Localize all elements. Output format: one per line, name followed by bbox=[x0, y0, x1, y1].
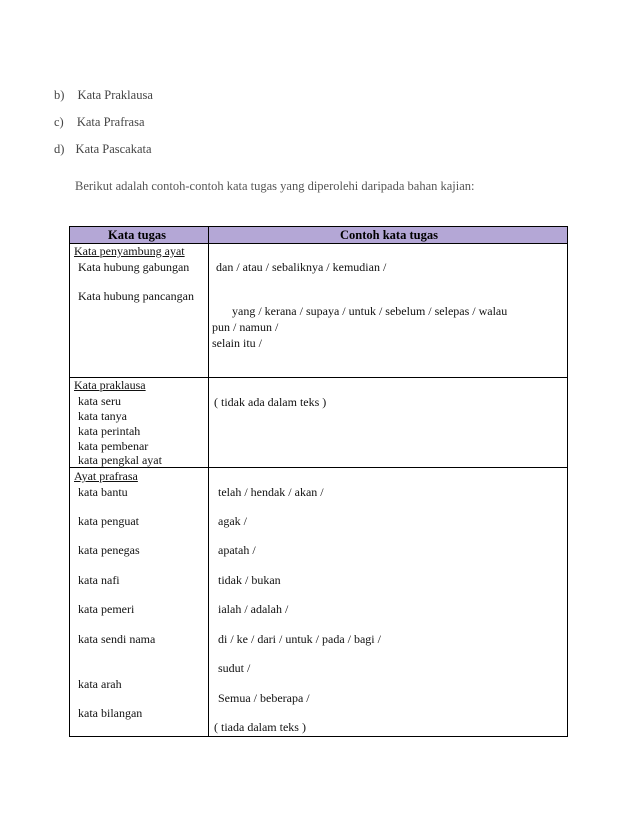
example-line: yang / kerana / supaya / untuk / sebelum / selepas / walau bbox=[232, 304, 508, 318]
row-label: kata sendi nama bbox=[78, 632, 156, 646]
row-label: kata perintah bbox=[78, 424, 141, 438]
row-example: ( tiada dalam teks ) bbox=[214, 720, 306, 734]
row-example bbox=[212, 303, 564, 351]
row-label: kata nafi bbox=[78, 573, 120, 587]
kata-tugas-table bbox=[69, 226, 568, 737]
list-item-b bbox=[54, 88, 153, 103]
row-label: kata penguat bbox=[78, 514, 139, 528]
row-label: Kata hubung pancangan bbox=[78, 289, 194, 303]
row-example: telah / hendak / akan / bbox=[218, 485, 324, 499]
row-label: kata bantu bbox=[78, 485, 128, 499]
section-heading: Kata praklausa bbox=[74, 378, 146, 392]
list-marker: b) bbox=[54, 88, 65, 102]
column-divider bbox=[208, 227, 209, 736]
section-heading: Ayat prafrasa bbox=[74, 469, 138, 483]
intro-paragraph: Berikut adalah contoh-contoh kata tugas yang diperolehi daripada bahan kajian: bbox=[75, 179, 475, 193]
row-example: tidak / bukan bbox=[218, 573, 281, 587]
list-text: Kata Prafrasa bbox=[76, 115, 145, 129]
row-example: di / ke / dari / untuk / pada / bagi / bbox=[218, 632, 381, 646]
list-marker: d) bbox=[54, 142, 65, 156]
header-contoh: Contoh kata tugas bbox=[340, 228, 438, 242]
row-label: kata arah bbox=[78, 677, 122, 691]
row-example: ialah / adalah / bbox=[218, 602, 289, 616]
list-marker: c) bbox=[54, 115, 64, 129]
row-label: kata seru bbox=[78, 394, 121, 408]
example-line: pun / namun / bbox=[212, 320, 279, 334]
row-example: ( tidak ada dalam teks ) bbox=[214, 395, 327, 409]
row-label: kata pembenar bbox=[78, 439, 149, 453]
row-label: kata penegas bbox=[78, 543, 140, 557]
row-label: Kata hubung gabungan bbox=[78, 260, 190, 274]
row-label: kata bilangan bbox=[78, 706, 143, 720]
row-label: kata pengkal ayat bbox=[78, 453, 162, 467]
row-example: sudut / bbox=[218, 661, 251, 675]
row-label: kata tanya bbox=[78, 409, 127, 423]
list-text: Kata Praklausa bbox=[77, 88, 153, 102]
list-text: Kata Pascakata bbox=[75, 142, 152, 156]
example-line: selain itu / bbox=[212, 336, 262, 350]
row-example: Semua / beberapa / bbox=[218, 691, 310, 705]
row-example: agak / bbox=[218, 514, 247, 528]
list-item-d bbox=[54, 142, 152, 157]
row-label: kata pemeri bbox=[78, 602, 135, 616]
row-example: dan / atau / sebaliknya / kemudian / bbox=[216, 260, 387, 274]
list-item-c bbox=[54, 115, 145, 130]
header-kata-tugas: Kata tugas bbox=[108, 228, 166, 242]
row-example: apatah / bbox=[218, 543, 256, 557]
section-heading: Kata penyambung ayat bbox=[74, 244, 185, 258]
